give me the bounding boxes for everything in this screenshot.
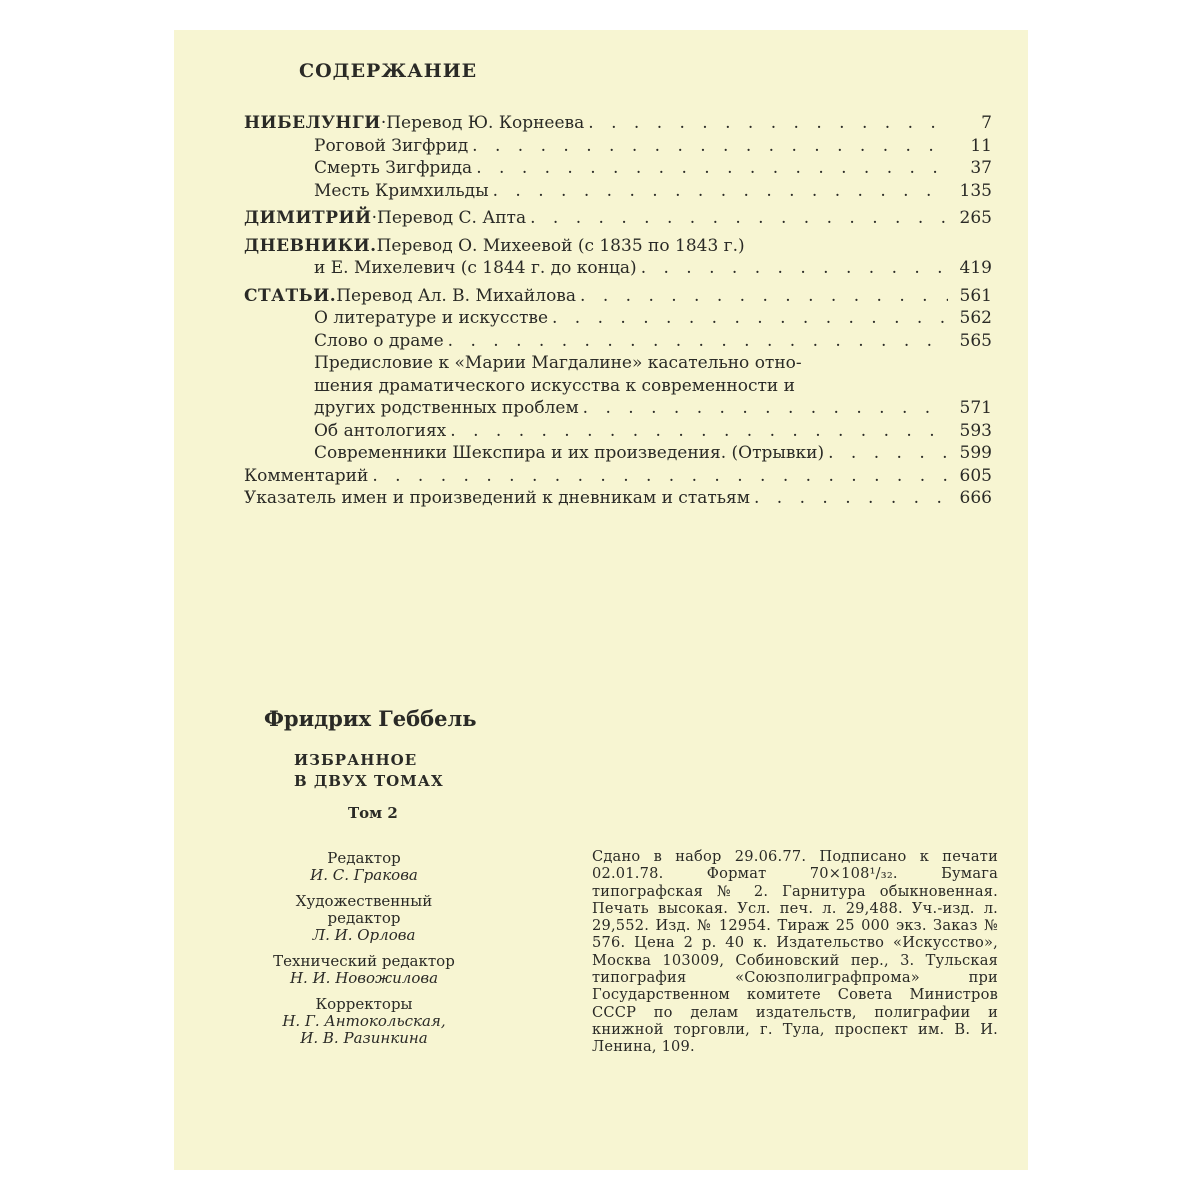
toc-entry-title: Роговой Зигфрид (314, 135, 469, 156)
credit-name: Н. Г. Антокольская, (282, 1012, 446, 1030)
toc-entry-title: Слово о драме (314, 330, 444, 351)
toc-page-number: 593 (959, 420, 992, 441)
toc-entry-title: Комментарий (244, 465, 369, 486)
credit-tech-editor (234, 953, 494, 987)
credit-role: Корректоры (315, 995, 413, 1013)
toc-entry-a3-line2: шения драматического искусства к современности и (314, 375, 795, 396)
dot-leader (448, 330, 948, 353)
dot-leader (583, 397, 948, 420)
toc-entry-title: Смерть Зигфрида (314, 158, 473, 178)
credit-name: И. В. Разинкина (300, 1029, 428, 1047)
dot-leader (472, 135, 948, 158)
book-subtitle-line2: В ДВУХ ТОМАХ (294, 772, 444, 790)
credit-role: Редактор (327, 849, 401, 867)
credit-art-editor (234, 893, 494, 944)
credit-name: И. С. Гракова (310, 866, 418, 884)
toc-entry-a4 (244, 420, 992, 443)
toc-entry-title: О литературе и искусстве (314, 308, 548, 328)
book-subtitle (294, 750, 444, 792)
toc-page-number: 419 (959, 258, 992, 278)
dot-leader (828, 442, 948, 465)
toc-entry-a5 (244, 442, 992, 465)
toc-entry-translator: и Е. Михелевич (с 1844 г. до конца) (314, 258, 637, 278)
toc-entry-title: Современники Шекспира и их произведения. (Отрывки) (314, 443, 825, 463)
toc-entry-dimitry (244, 207, 992, 230)
credit-role: Художественный редактор (295, 892, 433, 927)
dot-leader (450, 420, 948, 443)
toc-entry-title: НИБЕЛУНГИ (244, 113, 381, 133)
dot-leader (493, 180, 948, 203)
book-subtitle-line1: ИЗБРАННОЕ (294, 751, 418, 769)
toc-page-number: 265 (959, 208, 992, 228)
toc-entry-articles (244, 285, 992, 308)
toc-entry-title: СТАТЬИ. (244, 285, 337, 306)
toc-entry-title: ДНЕВНИКИ. (244, 235, 377, 256)
toc-entry-part3 (244, 180, 992, 203)
toc-entry-diaries (244, 235, 992, 258)
toc-page-number: 605 (959, 465, 992, 486)
toc-page-number: 561 (959, 285, 992, 306)
toc-entry-nibelungi (244, 112, 992, 135)
dot-leader (580, 285, 948, 308)
dot-leader (530, 207, 948, 230)
toc-entry-translator: Перевод Ю. Корнеева (386, 113, 585, 133)
dot-leader (372, 465, 948, 488)
toc-entry-translator: Перевод О. Михеевой (с 1835 по 1843 г.) (376, 235, 745, 256)
dot-leader (641, 257, 948, 280)
toc-entry-title: Об антологиях (314, 420, 447, 441)
toc-page-number: 7 (981, 113, 992, 133)
credit-name: Н. И. Новожилова (289, 969, 439, 987)
editorial-credits (234, 850, 494, 1047)
toc-page-number: 562 (959, 308, 992, 328)
toc-entry-a3 (244, 397, 992, 420)
toc-entry-translator: Перевод Ал. В. Михайлова (336, 285, 577, 306)
toc-separator: · (371, 208, 378, 228)
credit-name: Л. И. Орлова (312, 926, 416, 944)
dot-leader (552, 307, 948, 330)
toc-page-number: 37 (970, 158, 992, 178)
credit-role: Технический редактор (273, 952, 455, 970)
toc-entry-index (244, 487, 992, 510)
toc-page-number: 135 (959, 180, 992, 201)
toc-separator: · (380, 113, 387, 133)
toc-entry-title: ДИМИТРИЙ (244, 208, 372, 228)
toc-page-number: 565 (959, 330, 992, 351)
toc-entry-title: Месть Кримхильды (314, 180, 489, 201)
imprint-text: Сдано в набор 29.06.77. Подписано к печати 02.01.78. Формат 70×108¹/₃₂. Бумага типографская № 2. Гарнитура обыкновенная. Печать высокая. Усл. печ. л. 29,488. Уч.-изд. л. 29,552. Изд. № 12954. Тираж 25 000 экз. Заказ № 576. Цена 2 р. 40 к. Издательство «Искусство», Москва 103009, Собиновский пер., 3. Тульская типография «Союзполиграфпрома» при Государственном комитете Совета Министров СССР по делам издательств, полиграфии и книжной торговли, г. Тула, проспект им. В. И. Ленина, 109. (592, 848, 998, 1056)
dot-leader (588, 112, 948, 135)
toc-page-number: 11 (970, 135, 992, 156)
book-page (174, 30, 1028, 1170)
toc-page-number: 571 (959, 398, 992, 418)
toc-page-number: 599 (959, 443, 992, 463)
book-author: Фридрих Геббель (264, 706, 477, 731)
toc-entry-a1 (244, 307, 992, 330)
book-volume: Том 2 (348, 804, 398, 822)
toc-heading: СОДЕРЖАНИЕ (299, 60, 478, 82)
toc-entry-a3-line1: Предисловие к «Марии Магдалине» касательно отно- (314, 353, 802, 373)
toc-entry-part1 (244, 135, 992, 158)
toc-entry-a2 (244, 330, 992, 353)
dot-leader (754, 487, 948, 510)
toc-entry-title: других родственных проблем (314, 398, 579, 418)
credit-editor (234, 850, 494, 884)
credit-proofreaders (234, 996, 494, 1047)
toc-entry-commentary (244, 465, 992, 488)
toc-entry-title: Указатель имен и произведений к дневникам и статьям (244, 488, 750, 508)
toc-entry-translator: Перевод С. Апта (377, 208, 527, 228)
dot-leader (476, 157, 948, 180)
table-of-contents (244, 112, 992, 510)
toc-entry-diaries-cont (244, 257, 992, 280)
toc-entry-part2 (244, 157, 992, 180)
toc-page-number: 666 (959, 488, 992, 508)
